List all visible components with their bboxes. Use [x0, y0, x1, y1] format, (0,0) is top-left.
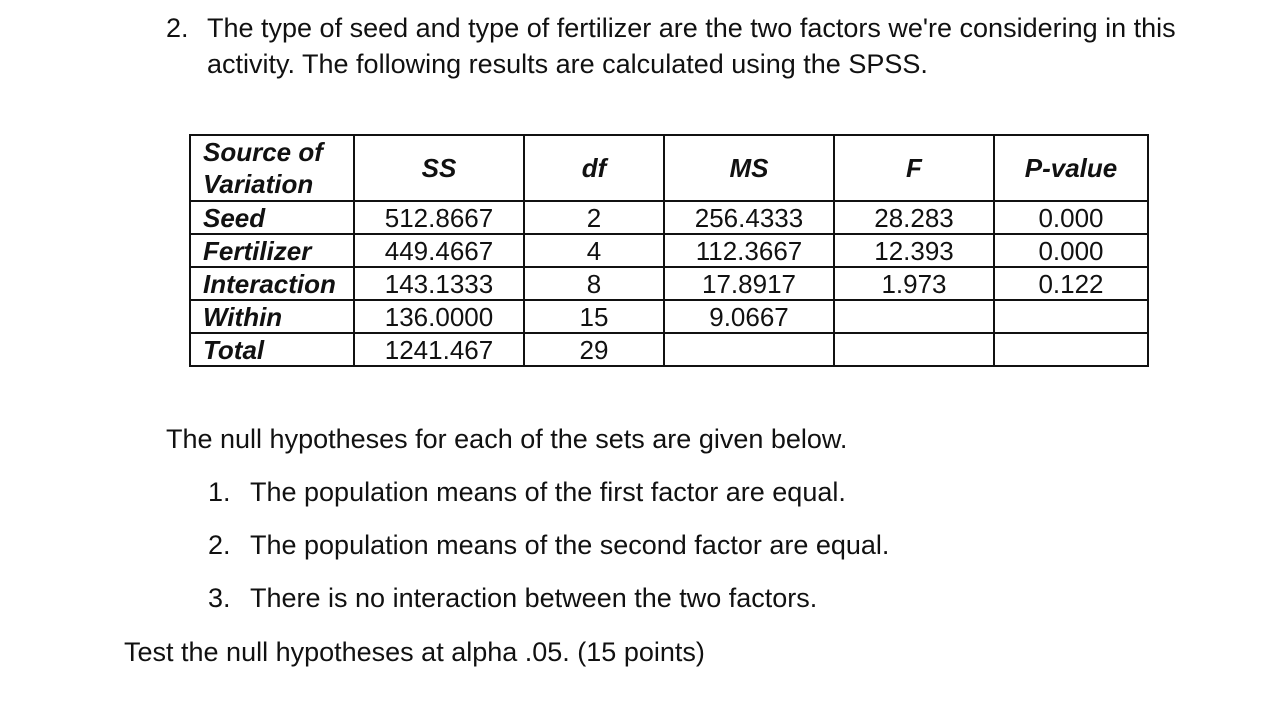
cell-df: 4	[524, 234, 664, 267]
cell-df: 15	[524, 300, 664, 333]
hypotheses-intro: The null hypotheses for each of the sets are given below.	[166, 424, 848, 454]
list-item-number: 2.	[208, 530, 231, 560]
cell-ss: 136.0000	[354, 300, 524, 333]
cell-ms: 256.4333	[664, 201, 834, 234]
cell-f	[834, 333, 994, 366]
instruction-text: Test the null hypotheses at alpha .05. (15 points)	[124, 637, 705, 667]
header-source: Source of Variation	[190, 135, 354, 201]
cell-ms: 17.8917	[664, 267, 834, 300]
cell-source: Seed	[190, 201, 354, 234]
cell-f	[834, 300, 994, 333]
list-item	[208, 527, 889, 580]
table-row-interaction	[190, 267, 1148, 300]
header-f: F	[834, 135, 994, 201]
cell-df: 2	[524, 201, 664, 234]
list-item	[208, 580, 889, 633]
header-p-value: P-value	[994, 135, 1148, 201]
question-text: The type of seed and type of fertilizer are the two factors we're considering in this activity. The following results are calculated using the SPSS.	[207, 13, 1176, 79]
table-row-seed	[190, 201, 1148, 234]
cell-ss: 449.4667	[354, 234, 524, 267]
cell-df: 29	[524, 333, 664, 366]
cell-df: 8	[524, 267, 664, 300]
cell-source: Fertilizer	[190, 234, 354, 267]
table-header-row	[190, 135, 1148, 201]
cell-ss: 143.1333	[354, 267, 524, 300]
hypotheses-list	[208, 474, 889, 633]
list-item-number: 1.	[208, 477, 231, 507]
cell-source: Interaction	[190, 267, 354, 300]
cell-f: 1.973	[834, 267, 994, 300]
cell-ss: 1241.467	[354, 333, 524, 366]
cell-f: 28.283	[834, 201, 994, 234]
cell-p-value	[994, 300, 1148, 333]
cell-source: Total	[190, 333, 354, 366]
question-item	[166, 10, 1246, 82]
cell-ms: 9.0667	[664, 300, 834, 333]
table-row-total	[190, 333, 1148, 366]
header-ss: SS	[354, 135, 524, 201]
anova-table	[189, 134, 1149, 367]
cell-ss: 512.8667	[354, 201, 524, 234]
cell-source: Within	[190, 300, 354, 333]
cell-p-value: 0.000	[994, 234, 1148, 267]
cell-f: 12.393	[834, 234, 994, 267]
table-row-within	[190, 300, 1148, 333]
cell-p-value	[994, 333, 1148, 366]
cell-ms: 112.3667	[664, 234, 834, 267]
list-item	[208, 474, 889, 527]
table-row-fertilizer	[190, 234, 1148, 267]
question-number: 2.	[166, 13, 189, 43]
list-item-text: There is no interaction between the two factors.	[250, 583, 818, 613]
list-item-text: The population means of the first factor are equal.	[250, 477, 846, 507]
header-df: df	[524, 135, 664, 201]
cell-p-value: 0.000	[994, 201, 1148, 234]
list-item-number: 3.	[208, 583, 231, 613]
header-ms: MS	[664, 135, 834, 201]
list-item-text: The population means of the second factor are equal.	[250, 530, 890, 560]
cell-ms	[664, 333, 834, 366]
cell-p-value: 0.122	[994, 267, 1148, 300]
